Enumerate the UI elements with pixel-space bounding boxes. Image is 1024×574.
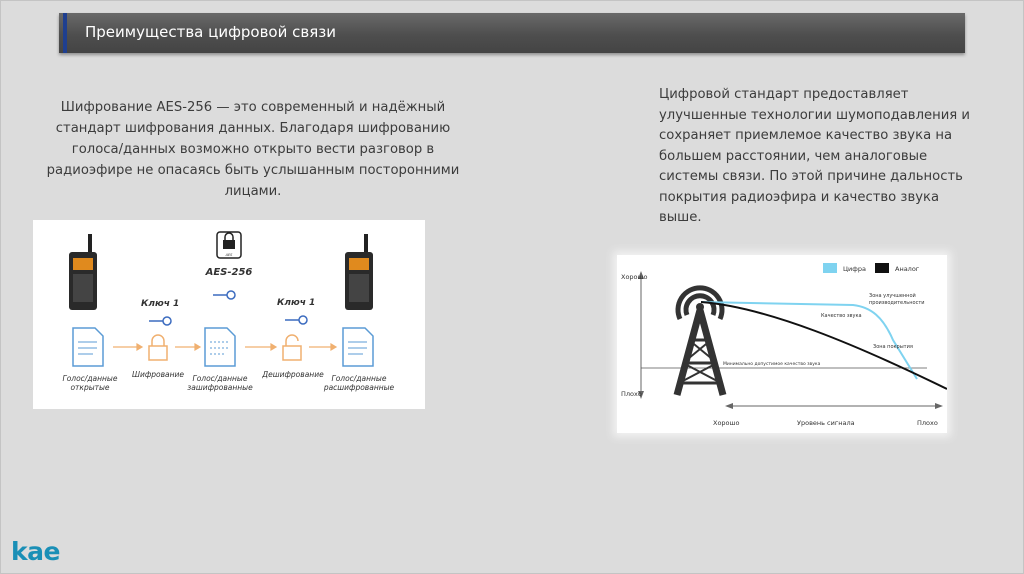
- title-accent: [63, 13, 67, 53]
- legend-analog: Аналог: [895, 265, 920, 273]
- aes-encryption-diagram: [33, 220, 425, 409]
- slide-title: Преимущества цифровой связи: [85, 23, 336, 41]
- step4-caption: Дешифрование: [262, 370, 324, 379]
- legend-digital: Цифра: [843, 265, 866, 273]
- key-icon-left: [149, 317, 171, 325]
- key-label-left: Ключ 1: [141, 299, 180, 309]
- legend-analog-swatch: [875, 263, 889, 273]
- key-icon-top: [213, 291, 235, 299]
- digital-standard-description: Цифровой стандарт предоставляет улучшенные технологии шумоподавления и сохраняет приемлемое качество звука на большем расстоянии, чем аналоговые системы связи. По этой причине дальность покрытия радиоэфира и качество звука выше.: [659, 87, 971, 225]
- y-axis-good: Хорошо: [621, 273, 648, 281]
- min-quality-label: Минимально допустимое качество звука: [723, 362, 821, 367]
- key-icon-right: [285, 316, 307, 324]
- signal-quality-diagram: [617, 255, 947, 433]
- coverage-zone-label: Зона покрытия: [873, 344, 913, 350]
- y-axis-bad: Плохо: [621, 390, 642, 398]
- lock-closed-icon: [149, 335, 167, 360]
- radio-right-icon: [345, 234, 373, 310]
- digital-curve: [701, 302, 917, 379]
- document-open-icon: [73, 328, 103, 366]
- x-axis-good: Хорошо: [713, 419, 740, 427]
- step3-caption-line2: зашифрованные: [187, 383, 253, 392]
- zone-improved-line2: производительности: [869, 300, 925, 306]
- document-decrypted-icon: [343, 328, 373, 366]
- document-encrypted-icon: [205, 328, 235, 366]
- title-bar: [59, 13, 965, 53]
- step1-caption-line1: Голос/данные: [62, 374, 118, 383]
- step5-caption-line1: Голос/данные: [331, 374, 387, 383]
- radio-left-icon: [69, 234, 97, 310]
- step3-caption-line1: Голос/данные: [192, 374, 248, 383]
- shield-caption: AES: [225, 253, 233, 257]
- aes-description: Шифрование AES-256 — это современный и надёжный стандарт шифрования данных. Благодаря шифрованию голоса/данных возможно открыто вести разговор в радиоэфире не опасаясь быть услышанным посторонними лицами.: [46, 100, 460, 199]
- aes-title: AES-256: [205, 267, 253, 278]
- step5-caption-line2: расшифрованные: [323, 383, 395, 392]
- zone-improved-line1: Зона улучшенной: [869, 293, 916, 299]
- step1-caption-line2: открытые: [70, 383, 110, 392]
- key-label-right: Ключ 1: [277, 298, 316, 308]
- shield-lock-icon: [217, 232, 241, 258]
- x-axis-title: Уровень сигнала: [797, 419, 855, 427]
- step2-caption: Шифрование: [131, 370, 185, 379]
- x-axis-bad: Плохо: [917, 419, 938, 427]
- sound-quality-label: Качество звука: [821, 313, 862, 319]
- legend-digital-swatch: [823, 263, 837, 273]
- company-logo: kae: [11, 537, 60, 566]
- lock-open-icon: [283, 335, 301, 360]
